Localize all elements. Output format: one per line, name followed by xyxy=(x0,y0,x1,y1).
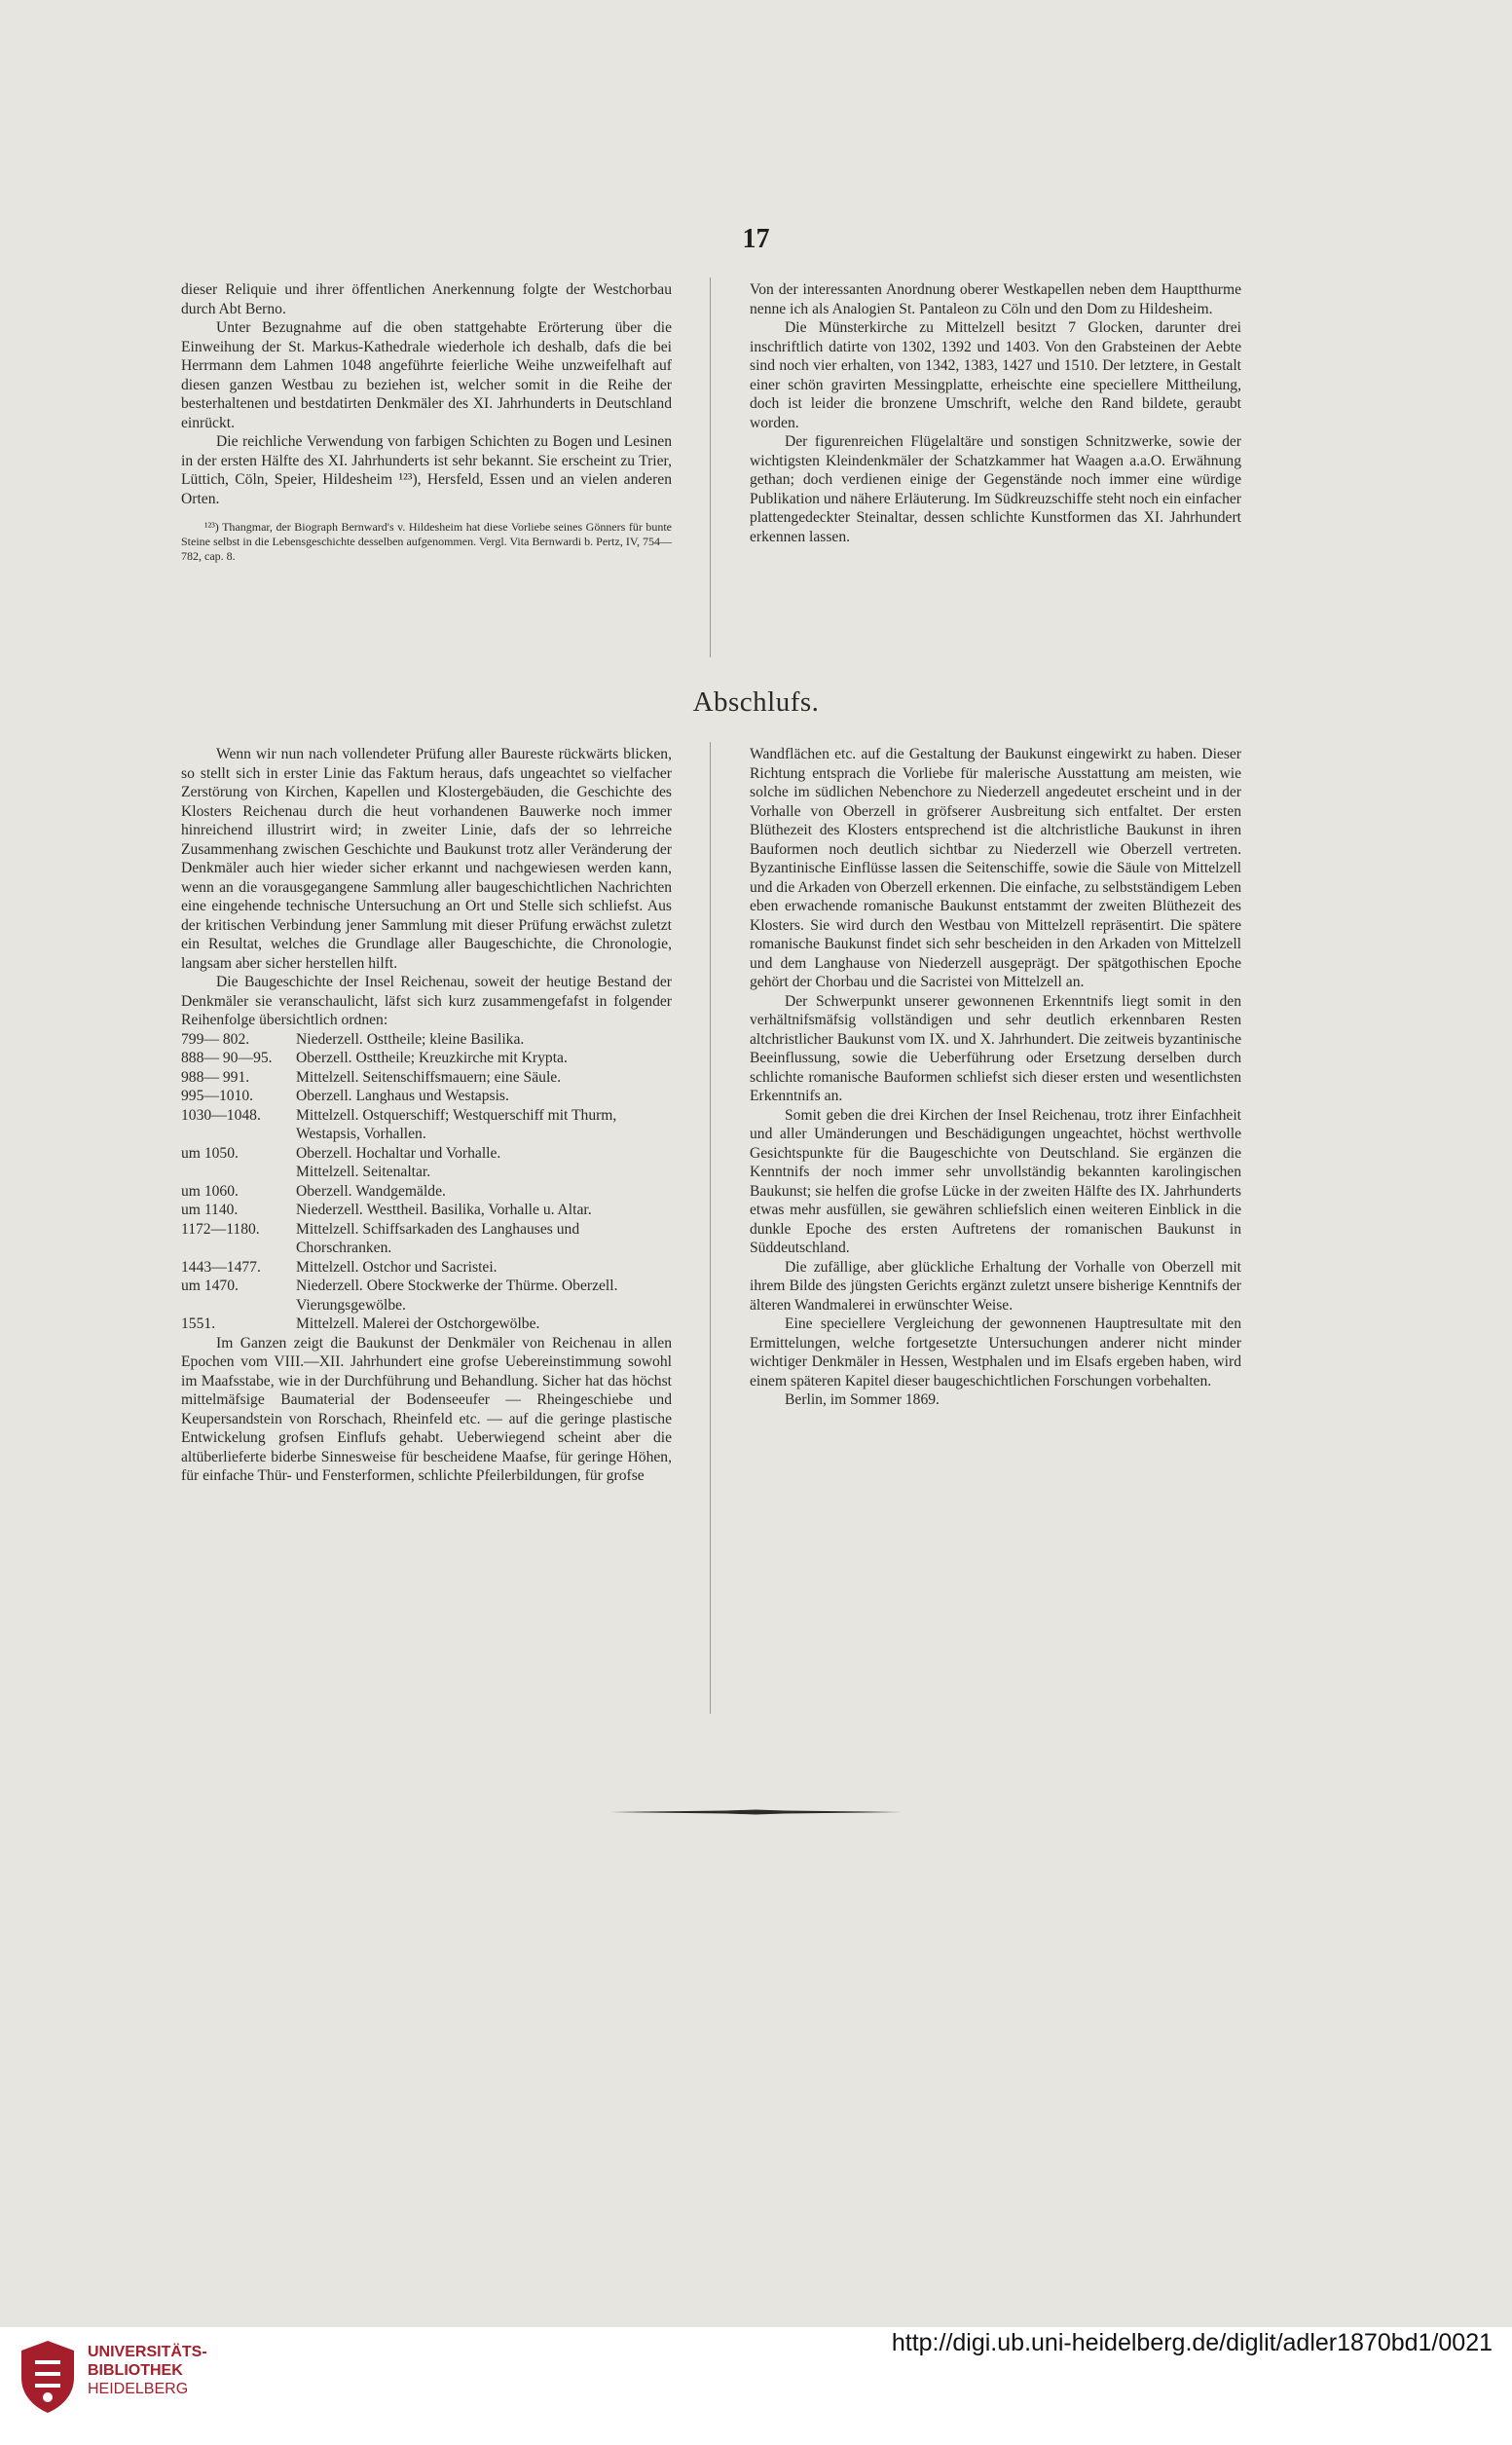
column-top-left xyxy=(181,280,672,564)
chronology-row xyxy=(181,1087,672,1106)
chronology-entry: Mittelzell. Ostchor und Sacristei. xyxy=(296,1258,498,1276)
chronology-list xyxy=(181,1030,672,1334)
chronology-entry: Niederzell. Obere Stockwerke der Thürme. Oberzell. Vierungsgewölbe. xyxy=(296,1278,618,1314)
chronology-row xyxy=(181,1049,672,1068)
chronology-entry: Oberzell. Osttheile; Kreuzkirche mit Krypta. xyxy=(296,1050,568,1066)
chronology-date: 799— 802. xyxy=(181,1030,250,1048)
chronology-date: 1172—1180. xyxy=(181,1220,260,1238)
paragraph: Von der interessanten Anordnung oberer Westkapellen neben dem Hauptthurme nenne ich als Analogien St. Pantaleon zu Cöln und den Dom zu Hildesheim. xyxy=(750,281,1241,317)
paragraph: Die Baugeschichte der Insel Reichenau, soweit der heutige Bestand der Denkmäler sie veranschaulicht, läfst sich kurz zusammengefafst in folgender Reihenfolge übersichtlich ordnen: xyxy=(181,974,672,1028)
library-name-line: BIBLIOTHEK xyxy=(88,2362,183,2379)
chronology-row xyxy=(181,1144,672,1164)
footnote-text: ¹²³) Thangmar, der Biograph Bernward's v. Hildesheim hat diese Vorliebe seines Gönners für bunte Steine selbst in die Lebensgeschichte desselben aufgenommen. Vergl. Vita Bernwardi b. Pertz, IV, 754—782, cap. 8. xyxy=(181,520,672,563)
chronology-date: 1443—1477. xyxy=(181,1258,261,1276)
chronology-row xyxy=(181,1258,672,1278)
paragraph: Die zufällige, aber glückliche Erhaltung der Vorhalle von Oberzell mit ihrem Bilde des jüngsten Gerichts ergänzt zuletzt unsere bisherige Kenntnifs der älteren Wandmalerei in erwünschter Weise. xyxy=(750,1258,1241,1314)
paragraph: dieser Reliquie und ihrer öffentlichen Anerkennung folgte der Westchorbau durch Abt Berno. xyxy=(181,281,672,317)
source-url-link[interactable]: http://digi.ub.uni-heidelberg.de/diglit/adler1870bd1/0021 xyxy=(891,2329,1493,2356)
column-bottom-right xyxy=(750,745,1241,1410)
section-title: Abschlufs. xyxy=(692,686,820,718)
chronology-row xyxy=(181,1220,672,1258)
chronology-row xyxy=(181,1277,672,1315)
chronology-entry: Mittelzell. Ostquerschiff; Westquerschiff mit Thurm, Westapsis, Vorhallen. xyxy=(296,1106,617,1142)
chronology-row xyxy=(181,1315,672,1334)
chronology-date: 1030—1048. xyxy=(181,1106,261,1124)
chronology-row xyxy=(181,1182,672,1202)
library-name-line: HEIDELBERG xyxy=(88,2381,189,2397)
paragraph: Eine speciellere Vergleichung der gewonnenen Hauptresultate mit den Ermittelungen, welche fortgesetzte Untersuchungen anderer nicht minder wichtiger Denkmäler in Hessen, Westphalen und im Elsafs ergeben haben, wird einem späteren Kapitel dieser baugeschichtlichen Forschungen vorbehalten. xyxy=(750,1315,1241,1389)
chronology-date xyxy=(181,1163,296,1182)
chronology-entry: Niederzell. Westtheil. Basilika, Vorhalle u. Altar. xyxy=(296,1202,592,1218)
library-crest-icon xyxy=(18,2339,78,2415)
column-top-right xyxy=(750,280,1241,546)
library-name-line: UNIVERSITÄTS- xyxy=(88,2344,207,2360)
chronology-date: 888— 90—95. xyxy=(181,1050,273,1066)
end-ornament xyxy=(609,1809,902,1815)
paragraph: Somit geben die drei Kirchen der Insel Reichenau, trotz ihrer Einfachheit und aller Umänderungen und Beschädigungen ungeachtet, höchst werthvolle Gesichtspunkte für die Baugeschichte von Deutschland. Sie ergänzen die Kenntnifs der noch immer sehr unvollständig bekannten karolingischen Baukunst; sie helfen die grofse Lücke in der zweiten Hälfte des IX. Jahrhunderts etwas mehr ausfüllen, sie gewähren schliefslich einen weiteren Einblick in die dunkle Epoche des ersten Auftretens der romanischen Baukunst in Süddeutschland. xyxy=(750,1106,1241,1256)
column-divider-top xyxy=(710,278,711,657)
paragraph: Unter Bezugnahme auf die oben stattgehabte Erörterung über die Einweihung der St. Markus-Kathedrale wiederhole ich deshalb, dafs die bei Herrmann dem Lahmen 1048 angeführte feierliche Weihe unzweifelhaft auf diesen ganzen Westbau zu beziehen ist, welcher somit in die Reihe der besterhaltenen und bestdatirten Denkmäler des XI. Jahrhunderts in Deutschland einrückt. xyxy=(181,319,672,431)
chronology-date: 988— 991. xyxy=(181,1068,250,1086)
chronology-entry: Mittelzell. Seitenaltar. xyxy=(296,1164,431,1180)
chronology-entry: Mittelzell. Seitenschiffsmauern; eine Säule. xyxy=(296,1068,562,1086)
chronology-row xyxy=(181,1201,672,1220)
paragraph: Wandflächen etc. auf die Gestaltung der Baukunst eingewirkt zu haben. Dieser Richtung entsprach die Vorliebe für malerische Ausstattung am meisten, wie solche im südlichen Nebenchore zu Niederzell angedeutet erscheint und in der Vorhalle von Oberzell in gröfserer Ausbreitung sich entfaltet. Der ersten Blüthezeit des Klosters entsprechend ist die altchristliche Baukunst in ihren Bauformen noch deutlich sichtbar zu Niederzell wie Oberzell vertreten. Byzantinische Einflüsse lassen die Seitenschiffe, sowie die Säule von Mittelzell und die Arkaden von Oberzell erkennen. Die einfache, zu selbstständigem Leben eben erwachende romanische Baukunst entstammt der zweiten Blüthezeit des Klosters. Sie wird durch den Westbau von Mittelzell repräsentirt. Die spätere romanische Baukunst findet sich sehr bescheiden in den Arkaden von Mittelzell und dem Langhause von Niederzell ausgeprägt. Der spätgothischen Epoche gehört der Chorbau und die Sacristei von Mittelzell an. xyxy=(750,746,1241,990)
paragraph: Im Ganzen zeigt die Baukunst der Denkmäler von Reichenau in allen Epochen vom VIII.—XII. Jahrhundert eine grofse Uebereinstimmung sowohl im Maafsstabe, wie in der Durchführung und Behandlung. Sicher hat das höchst mittelmäfsige Baumaterial der Bodenseeufer — Rheingeschiebe und Keupersandstein von Rorschach, Rheinfeld etc. — auf die geringe plastische Entwickelung grofsen Einflufs gehabt. Ueberwiegend scheint aber die altüberlieferte biderbe Sinnesweise für bescheidene Maafse, für geringe Höhen, für einfache Thür- und Fensterformen, schlichte Pfeilerbildungen, für grofse xyxy=(181,1334,672,1484)
chronology-row xyxy=(181,1030,672,1050)
chronology-row xyxy=(181,1163,672,1182)
chronology-entry: Oberzell. Hochaltar und Vorhalle. xyxy=(296,1144,501,1162)
paragraph: Der Schwerpunkt unserer gewonnenen Erkenntnifs liegt somit in den verhältnifsmäfsig vollständigen und sehr deutlich erkennbaren Resten altchristlicher Baukunst vom IX. und X. Jahrhundert. Die zeitweis byzantinische Beeinflussung, sowie die Ueberführung oder Ersetzung derselben durch schlichte romanische Bauformen schliefst sich dieser ersten und wesentlichsten Erkenntnifs an. xyxy=(750,992,1241,1104)
paragraph: Die Münsterkirche zu Mittelzell besitzt 7 Glocken, darunter drei inschriftlich datirte von 1302, 1392 und 1403. Von den Grabsteinen der Aebte sind noch vier erhalten, von 1342, 1383, 1427 und 1510. Der letztere, in Gestalt einer schön gravirten Messingplatte, erheischte eine speciellere Mittheilung, doch ist leider die bronzene Umschrift, welche den Rand bildete, geraubt worden. xyxy=(750,319,1241,431)
chronology-entry: Oberzell. Wandgemälde. xyxy=(296,1182,446,1200)
page-number: 17 xyxy=(742,224,770,254)
footnote xyxy=(181,520,672,564)
chronology-date: um 1050. xyxy=(181,1144,239,1162)
chronology-row xyxy=(181,1068,672,1088)
chronology-date: um 1140. xyxy=(181,1202,239,1218)
paragraph: Der figurenreichen Flügelaltäre und sonstigen Schnitzwerke, sowie der wichtigsten Kleindenkmäler der Schatzkammer hat Waagen a.a.O. Erwähnung gethan; doch verdienen einige der Gegenstände noch immer eine würdige Publikation und nähere Erläuterung. Im Südkreuzschiffe steht noch ein einfacher plattengedeckter Steinaltar, dessen schlichte Kunstformen das XI. Jahrhundert erkennen lassen. xyxy=(750,433,1241,545)
chronology-row xyxy=(181,1106,672,1144)
chronology-date: um 1060. xyxy=(181,1182,239,1200)
paragraph: Wenn wir nun nach vollendeter Prüfung aller Baureste rückwärts blicken, so stellt sich in erster Linie das Faktum heraus, dafs ungeachtet so vielfacher Zerstörung von Kirchen, Kapellen und Klostergebäuden, die Geschichte des Klosters Reichenau durch die heut vorhandenen Bauwerke noch immer hinreichend illustrirt wird; in zweiter Linie, dafs der so lehrreiche Zusammenhang zwischen Geschichte und Baukunst trotz aller Veränderung der Denkmäler auch hier wieder sicher erkannt und nachgewiesen werden kann, wenn an die vorausgegangene Sammlung aller baugeschichtlichen Nachrichten eine eingehende technische Untersuchung an Ort und Stelle sich schliefst. Aus der kritischen Verbindung jener Sammlung mit dieser Prüfung erwächst zuletzt ein Resultat, welches die Grundlage aller Baugeschichte, die Chronologie, langsam aber sicher herstellen hilft. xyxy=(181,746,672,972)
chronology-entry: Oberzell. Langhaus und Westapsis. xyxy=(296,1088,509,1104)
chronology-entry: Mittelzell. Malerei der Ostchorgewölbe. xyxy=(296,1315,540,1332)
chronology-date: 1551. xyxy=(181,1315,216,1332)
column-bottom-left xyxy=(181,745,672,1486)
chronology-entry: Mittelzell. Schiffsarkaden des Langhauses und Chorschranken. xyxy=(296,1220,580,1256)
library-logo xyxy=(18,2339,261,2415)
column-divider-bottom xyxy=(710,742,711,1714)
paragraph: Die reichliche Verwendung von farbigen Schichten zu Bogen und Lesinen in der ersten Hälfte des XI. Jahrhunderts ist sehr bekannt. Sie erscheint zu Trier, Lüttich, Cöln, Speier, Hildesheim ¹²³), Hersfeld, Essen und an vielen anderen Orten. xyxy=(181,433,672,507)
chronology-date: um 1470. xyxy=(181,1278,239,1294)
chronology-date: 995—1010. xyxy=(181,1088,254,1104)
library-name xyxy=(88,2343,207,2398)
chronology-entry: Niederzell. Osttheile; kleine Basilika. xyxy=(296,1030,525,1048)
signature-line: Berlin, im Sommer 1869. xyxy=(785,1391,940,1408)
